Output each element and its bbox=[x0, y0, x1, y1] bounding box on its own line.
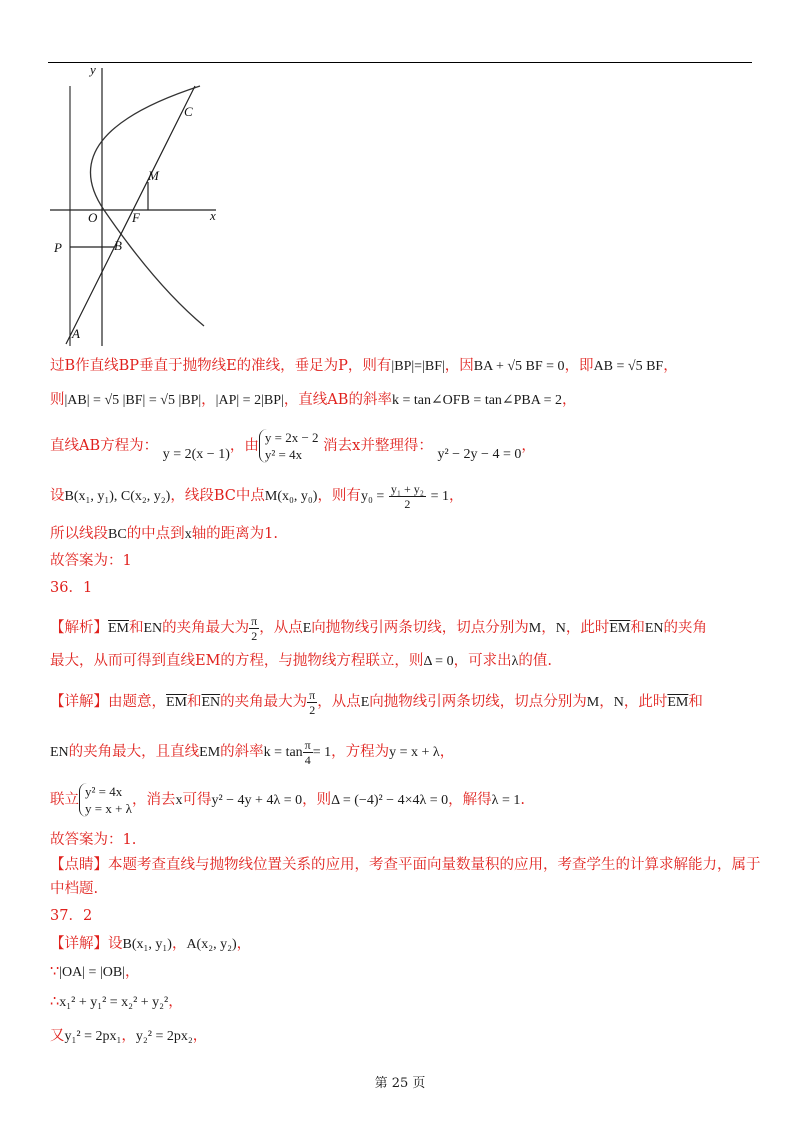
text: ，可求出 bbox=[453, 653, 512, 669]
formula: y² − 2y − 4 = 0 bbox=[437, 447, 522, 462]
vector-em: $\overline{EM}$ bbox=[108, 621, 129, 636]
numerator: π bbox=[251, 613, 258, 628]
text: 所以线段 bbox=[50, 526, 108, 542]
text: ， bbox=[599, 694, 614, 710]
text: ， bbox=[168, 994, 183, 1010]
text: ，由 bbox=[229, 438, 259, 454]
text: ， bbox=[171, 936, 187, 952]
text: 向抛物线引两条切线，切点分别为 bbox=[311, 620, 529, 636]
text: ，从点 bbox=[317, 694, 361, 710]
detail-tag: 【详解】 bbox=[50, 936, 108, 952]
because-symbol: ∵ bbox=[50, 964, 60, 980]
text: ，此时 bbox=[565, 620, 610, 636]
text: ，从点 bbox=[259, 620, 303, 636]
text: ， bbox=[521, 438, 536, 454]
text: . bbox=[520, 792, 525, 808]
text: 的斜率 bbox=[220, 744, 264, 760]
p35-line-4 bbox=[50, 478, 463, 515]
p36-analysis-line-2 bbox=[50, 651, 552, 672]
text: 向抛物线引两条切线，切点分别为 bbox=[369, 694, 587, 710]
text: 过B作直线BP垂直于抛物线E的准线，垂足为P，则有 bbox=[50, 358, 392, 374]
text: 则 bbox=[50, 392, 65, 408]
p36-detail-line-2 bbox=[50, 736, 454, 769]
text: 的值. bbox=[518, 653, 552, 669]
formula: λ = 1 bbox=[491, 793, 521, 808]
formula: y² = 4x bbox=[85, 784, 123, 799]
formula: y = x + λ bbox=[389, 745, 440, 760]
line-ab bbox=[66, 86, 195, 344]
formula: λ bbox=[511, 654, 519, 669]
denominator: 4 bbox=[304, 752, 311, 767]
formula: BA + √5 BF = 0 bbox=[473, 359, 565, 374]
formula: |OA| = |OB| bbox=[59, 965, 126, 980]
text: ， bbox=[236, 936, 252, 952]
text: ， bbox=[201, 392, 216, 408]
numerator: π bbox=[304, 737, 311, 752]
vector-en: $\overline{EN}$ bbox=[201, 695, 221, 710]
p37-number: 37．2 bbox=[50, 908, 93, 924]
formula: N bbox=[555, 621, 566, 636]
formula: x bbox=[184, 527, 192, 542]
text: 联立 bbox=[50, 792, 79, 808]
parabola-curve bbox=[90, 86, 204, 326]
formula: y² = 4x bbox=[264, 447, 303, 462]
formula: = 1 bbox=[312, 745, 332, 760]
text: 的夹角最大为 bbox=[162, 620, 250, 636]
equation-system bbox=[79, 783, 132, 817]
p35-line-2 bbox=[50, 390, 577, 411]
denominator: 2 bbox=[404, 496, 411, 511]
fraction bbox=[389, 482, 426, 511]
formula: y₀ = bbox=[360, 489, 385, 504]
text: ，此时 bbox=[623, 694, 668, 710]
p36-number: 36．1 bbox=[50, 580, 93, 596]
p37-line-1 bbox=[50, 934, 251, 955]
label-focus: F bbox=[132, 210, 140, 225]
label-x: x bbox=[210, 208, 216, 223]
text: ， bbox=[663, 358, 678, 374]
p36-note-line-2: 中档题. bbox=[50, 881, 99, 897]
fraction bbox=[249, 614, 259, 643]
label-m: M bbox=[148, 168, 159, 183]
formula: y = x + λ bbox=[85, 801, 132, 816]
vector-em: $\overline{EM}$ bbox=[667, 695, 689, 710]
label-c: C bbox=[184, 104, 193, 119]
text: ，直线AB的斜率 bbox=[283, 392, 392, 408]
parabola-figure bbox=[48, 64, 228, 349]
vector-en: EN bbox=[50, 745, 69, 760]
text: 消去x并整理得： bbox=[323, 438, 433, 454]
formula: Δ = (−4)² − 4×4λ = 0 bbox=[331, 793, 449, 808]
note-tag: 【点睛】 bbox=[50, 857, 108, 873]
formula: BC bbox=[108, 527, 127, 542]
text: ，即 bbox=[564, 358, 594, 374]
p37-line-3 bbox=[50, 992, 183, 1013]
therefore-symbol: ∴ bbox=[50, 994, 60, 1010]
label-y: y bbox=[90, 64, 96, 77]
text: 的中点到 bbox=[126, 526, 185, 542]
label-a: A bbox=[72, 326, 80, 341]
text: 的夹角最大，且直线 bbox=[68, 744, 200, 760]
formula: y₂² = 2px₂ bbox=[135, 1029, 193, 1044]
label-b: B bbox=[114, 238, 122, 253]
numerator: π bbox=[309, 687, 316, 702]
detail-tag: 【详解】 bbox=[50, 694, 108, 710]
text: ，因 bbox=[444, 358, 474, 374]
text: ，则 bbox=[302, 792, 332, 808]
text: 本题考查直线与抛物线位置关系的应用，考查平面向量数量积的应用，考查学生的计算求解能力，属于 bbox=[108, 857, 761, 873]
formula: EM bbox=[199, 745, 221, 760]
formula: k = tan bbox=[263, 745, 303, 760]
numerator: y₁ + y₂ bbox=[390, 481, 424, 496]
formula: M bbox=[528, 621, 542, 636]
formula: M bbox=[586, 695, 600, 710]
formula: Δ = 0 bbox=[423, 654, 454, 669]
fraction bbox=[303, 738, 313, 767]
equation-system bbox=[259, 429, 319, 463]
formula: N bbox=[613, 695, 624, 710]
text: ， bbox=[439, 744, 455, 760]
fraction bbox=[307, 688, 317, 717]
text: 可得 bbox=[182, 792, 212, 808]
vector-en: EN bbox=[143, 621, 163, 636]
vector-en: EN bbox=[644, 621, 664, 636]
text: 最大，从而可得到直线EM的方程，与抛物线方程联立，则 bbox=[50, 653, 424, 669]
top-rule bbox=[48, 62, 752, 63]
text: 和 bbox=[688, 694, 703, 710]
text: ， bbox=[121, 1028, 136, 1044]
text: ，消去 bbox=[131, 792, 176, 808]
text: ，解得 bbox=[448, 792, 492, 808]
formula: k = tan∠OFB = tan∠PBA = 2 bbox=[391, 393, 563, 408]
text: 和 bbox=[187, 694, 202, 710]
text: 的夹角最大为 bbox=[220, 694, 308, 710]
text: 和 bbox=[129, 620, 144, 636]
text: 设 bbox=[50, 488, 65, 504]
vector-em: $\overline{EM}$ bbox=[166, 695, 187, 710]
label-p: P bbox=[54, 240, 62, 255]
denominator: 2 bbox=[309, 702, 316, 717]
formula: x₁² + y₁² = x₂² + y₂² bbox=[59, 995, 169, 1010]
p36-detail-line-3 bbox=[50, 780, 525, 821]
text: 和 bbox=[630, 620, 645, 636]
text: 轴的距离为1. bbox=[191, 526, 279, 542]
p35-answer: 故答案为：1 bbox=[50, 553, 132, 569]
formula: y = 2x − 2 bbox=[264, 430, 319, 445]
text: 由题意， bbox=[108, 694, 166, 710]
page-number: 第 25 页 bbox=[374, 1076, 426, 1091]
formula: y₁² = 2px₁ bbox=[64, 1029, 122, 1044]
text: ，方程为 bbox=[331, 744, 390, 760]
text: ， bbox=[125, 964, 140, 980]
denominator: 2 bbox=[251, 628, 258, 643]
formula: |AB| = √5 |BF| = √5 |BP| bbox=[64, 393, 202, 408]
p36-detail-line-1 bbox=[50, 686, 703, 719]
p37-line-2 bbox=[50, 962, 140, 983]
text: 设 bbox=[108, 936, 123, 952]
text: 直线AB方程为： bbox=[50, 438, 159, 454]
formula: A(x₂, y₂) bbox=[186, 937, 237, 952]
formula: |BP|=|BF| bbox=[391, 359, 445, 374]
p35-line-1 bbox=[50, 356, 678, 377]
vector-em: $\overline{EM}$ bbox=[609, 621, 631, 636]
text: ， bbox=[192, 1028, 208, 1044]
formula: x bbox=[175, 793, 183, 808]
formula: AB = √5 BF bbox=[593, 359, 664, 374]
text: ， bbox=[541, 620, 556, 636]
p36-answer: 故答案为：1. bbox=[50, 832, 137, 848]
p35-line-5 bbox=[50, 524, 278, 545]
formula: = 1 bbox=[430, 489, 449, 504]
formula: B(x₁, y₁) bbox=[122, 937, 172, 952]
text: ，线段BC中点 bbox=[170, 488, 265, 504]
text: ，则有 bbox=[317, 488, 361, 504]
analysis-tag: 【解析】 bbox=[50, 620, 108, 636]
formula: E bbox=[360, 695, 370, 710]
formula: M(x₀, y₀) bbox=[264, 489, 318, 504]
text: 又 bbox=[50, 1028, 65, 1044]
p36-note-line-1 bbox=[50, 855, 761, 875]
p35-line-3 bbox=[50, 428, 536, 473]
p37-line-4 bbox=[50, 1026, 207, 1047]
text: ， bbox=[562, 392, 577, 408]
label-origin: O bbox=[88, 210, 98, 225]
formula: E bbox=[302, 621, 312, 636]
formula: y² − 4y + 4λ = 0 bbox=[211, 793, 303, 808]
formula: y = 2(x − 1) bbox=[162, 447, 230, 462]
text: 的夹角 bbox=[663, 620, 708, 636]
formula: |AP| = 2|BP| bbox=[215, 393, 284, 408]
p36-analysis-line-1 bbox=[50, 612, 707, 645]
text: ， bbox=[448, 488, 464, 504]
formula: B(x₁, y₁), C(x₂, y₂) bbox=[64, 489, 171, 504]
